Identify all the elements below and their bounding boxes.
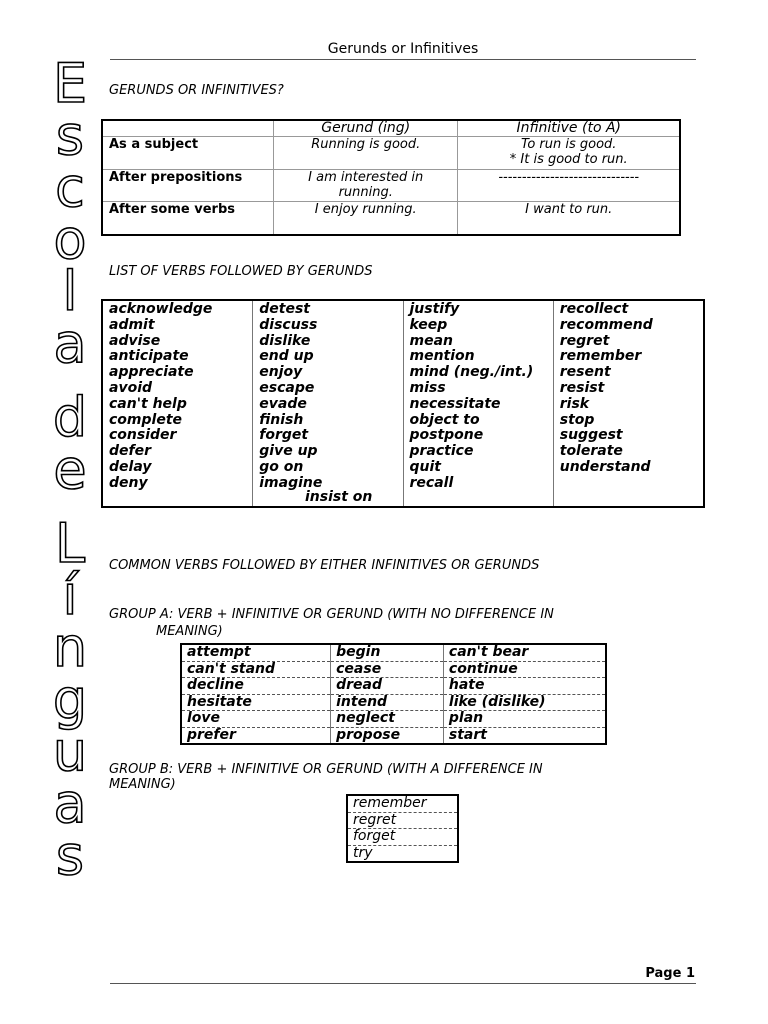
table-row xyxy=(347,812,458,829)
gerund-infinitive-table xyxy=(101,119,681,236)
side-label-letter: g xyxy=(52,668,88,731)
verb-item: complete xyxy=(109,411,183,428)
verb-cell: prefer xyxy=(187,726,236,743)
verb-item: necessitate xyxy=(409,395,501,412)
infinitive-line: To run is good. xyxy=(521,137,617,152)
infinitive-cell xyxy=(458,137,680,170)
verb-cell: try xyxy=(353,844,373,861)
verb-item: delay xyxy=(109,458,152,475)
verb-item: postpone xyxy=(409,427,484,444)
verb-cell: hate xyxy=(443,678,606,695)
verb-cell: like (dislike) xyxy=(443,694,606,711)
verb-item: enjoy xyxy=(259,364,303,381)
side-label-letter: o xyxy=(53,208,87,271)
verb-item: detest xyxy=(259,301,310,317)
verb-column xyxy=(553,301,703,506)
table-row xyxy=(102,202,680,236)
infinitive-cell: I want to run. xyxy=(458,202,680,236)
gerund-cell: Running is good. xyxy=(274,137,458,170)
section-heading-gerunds-or-infinitives: GERUNDS OR INFINITIVES? xyxy=(109,83,284,98)
verb-item: mean xyxy=(409,332,453,349)
verb-item: justify xyxy=(409,301,460,317)
verb-item: imagine xyxy=(259,474,323,491)
side-label-letter: c xyxy=(55,156,85,219)
verb-item: resent xyxy=(559,364,611,381)
side-label-letter: e xyxy=(53,438,87,501)
verb-item: go on xyxy=(259,458,304,475)
verb-item: mind (neg./int.) xyxy=(409,364,534,381)
verb-item: object to xyxy=(409,411,480,428)
verb-item: keep xyxy=(409,316,448,333)
table-row xyxy=(181,661,606,678)
side-label-letter: d xyxy=(52,386,88,449)
verb-item: escape xyxy=(259,379,315,396)
table-row xyxy=(181,727,606,744)
group-b-heading-cont: MEANING) xyxy=(109,777,176,792)
verb-item: admit xyxy=(109,316,155,333)
verb-item: regret xyxy=(559,332,610,349)
verb-column xyxy=(103,301,252,506)
verb-cell: neglect xyxy=(331,711,444,728)
row-label: After prepositions xyxy=(102,170,274,202)
side-label-letter: a xyxy=(53,772,87,835)
table-row xyxy=(181,711,606,728)
infinitive-line: * It is good to run. xyxy=(509,152,628,167)
gerund-cell: I enjoy running. xyxy=(274,202,458,236)
verb-item: recall xyxy=(409,474,454,491)
side-label-letter: l xyxy=(62,260,78,323)
side-label-letter: L xyxy=(54,512,86,575)
table-header-empty xyxy=(102,120,274,137)
verb-cell: regret xyxy=(347,812,458,829)
table-row xyxy=(102,137,680,170)
side-label-letter: n xyxy=(52,616,88,679)
verb-item: recommend xyxy=(559,316,653,333)
group-b-table xyxy=(346,794,459,863)
side-label-letter: a xyxy=(53,312,87,375)
verb-item: forget xyxy=(259,427,309,444)
page-number: Page 1 xyxy=(645,966,695,981)
verb-column xyxy=(252,301,402,506)
verb-item-extra: insist on xyxy=(305,489,373,505)
table-header-infinitive: Infinitive (to A) xyxy=(458,120,680,137)
verb-cell: hesitate xyxy=(181,694,331,711)
gerund-line: running. xyxy=(338,185,393,200)
verb-item: evade xyxy=(259,395,307,412)
infinitive-cell: ------------------------------ xyxy=(458,170,680,202)
verb-item: end up xyxy=(259,348,314,365)
verb-item: finish xyxy=(259,411,304,428)
verb-cell: dread xyxy=(331,678,444,695)
verb-cell: attempt xyxy=(181,644,331,661)
verb-cell: cease xyxy=(331,661,444,678)
verb-item: appreciate xyxy=(109,364,194,381)
header-divider xyxy=(110,59,696,60)
table-row xyxy=(181,694,606,711)
group-a-heading: GROUP A: VERB + INFINITIVE OR GERUND (WITH NO DIFFERENCE IN xyxy=(109,607,554,622)
verb-item: recollect xyxy=(559,301,629,317)
verb-cell: can't stand xyxy=(181,661,331,678)
verb-item: advise xyxy=(109,332,161,349)
verb-cell: remember xyxy=(347,795,458,812)
table-header-gerund: Gerund (ing) xyxy=(274,120,458,137)
side-label-letter: E xyxy=(52,52,88,115)
verb-cell: propose xyxy=(331,727,444,744)
verb-item: consider xyxy=(109,427,177,444)
table-row xyxy=(181,644,606,661)
verb-item: tolerate xyxy=(559,443,623,460)
verb-cell: start xyxy=(443,727,606,744)
section-heading-gerund-verbs: LIST OF VERBS FOLLOWED BY GERUNDS xyxy=(109,264,373,279)
verb-item: discuss xyxy=(259,316,318,333)
group-a-table xyxy=(180,643,607,745)
verb-item: avoid xyxy=(109,379,153,396)
side-label-letter: s xyxy=(55,824,85,887)
table-row xyxy=(347,795,458,812)
section-heading-common-verbs: COMMON VERBS FOLLOWED BY EITHER INFINITIVES OR GERUNDS xyxy=(109,558,540,573)
verb-item: risk xyxy=(559,395,590,412)
verb-item: miss xyxy=(409,379,446,396)
verb-cell: begin xyxy=(331,644,444,661)
verb-item: dislike xyxy=(259,332,311,349)
verb-item: quit xyxy=(409,458,441,475)
side-label-letter: u xyxy=(52,720,88,783)
side-label-letter: s xyxy=(55,104,85,167)
verb-item: anticipate xyxy=(109,348,189,365)
table-row xyxy=(347,845,458,862)
verb-item: can't help xyxy=(109,395,187,412)
verb-cell: continue xyxy=(443,661,606,678)
verb-item: acknowledge xyxy=(109,301,213,317)
gerund-line: I am interested in xyxy=(308,170,424,185)
group-a-heading-cont: MEANING) xyxy=(156,624,223,639)
verb-column xyxy=(403,301,553,506)
verb-cell: forget xyxy=(347,829,458,846)
verb-item: remember xyxy=(559,348,642,365)
verb-item: deny xyxy=(109,474,148,491)
verb-item: stop xyxy=(559,411,595,428)
verb-item: mention xyxy=(409,348,475,365)
side-label-letter: í xyxy=(62,564,78,627)
verb-item: suggest xyxy=(559,427,623,444)
table-row xyxy=(102,170,680,202)
gerund-cell xyxy=(274,170,458,202)
verb-cell: can't bear xyxy=(443,644,606,661)
verb-item: understand xyxy=(559,458,651,475)
row-label: After some verbs xyxy=(102,202,274,236)
verb-item: give up xyxy=(259,443,318,460)
table-row xyxy=(347,829,458,846)
verb-item: practice xyxy=(409,443,474,460)
verb-cell: love xyxy=(181,711,331,728)
footer-divider xyxy=(110,983,696,984)
row-label: As a subject xyxy=(102,137,274,170)
verb-cell: plan xyxy=(443,711,606,728)
table-row xyxy=(181,678,606,695)
document-header-title: Gerunds or Infinitives xyxy=(327,41,479,57)
side-vertical-label xyxy=(40,52,100,887)
gerund-verbs-table xyxy=(101,299,705,508)
verb-cell: decline xyxy=(181,678,331,695)
verb-item: resist xyxy=(559,379,605,396)
verb-cell: intend xyxy=(331,694,444,711)
group-b-heading: GROUP B: VERB + INFINITIVE OR GERUND (WITH A DIFFERENCE IN xyxy=(109,762,543,777)
verb-item: defer xyxy=(109,443,152,460)
